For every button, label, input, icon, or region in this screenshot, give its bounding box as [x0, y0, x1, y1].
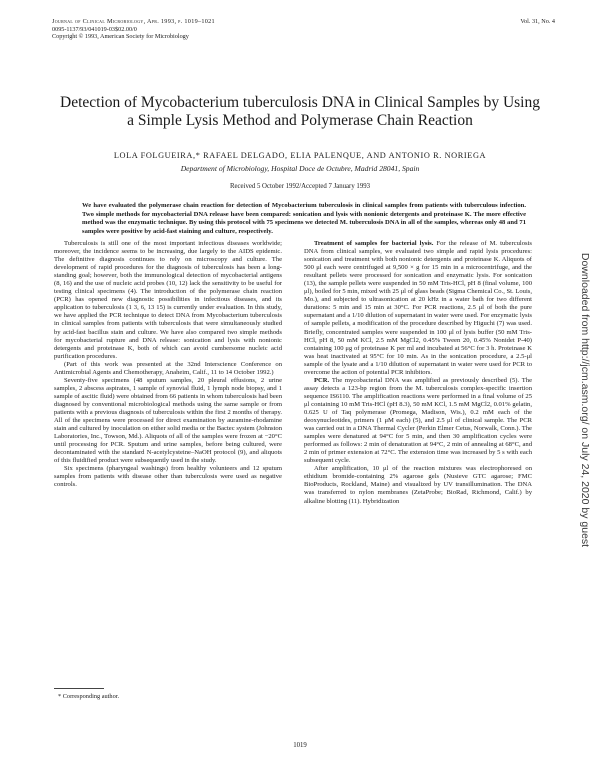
volume-header	[465, 18, 555, 26]
footnote-rule	[54, 688, 104, 689]
received-dates: Received 5 October 1992/Accepted 7 January 1993	[229, 183, 371, 190]
paragraph: (Part of this work was presented at the 32nd Interscience Conference on Antimicrobial Agents and Chemotherapy, Anaheim, Calif., 11 to 14 October 1992.)	[54, 360, 282, 376]
section-heading: Treatment of samples for bacterial lysis.	[314, 240, 434, 247]
section-heading: PCR.	[314, 376, 330, 384]
affiliation: Department of Microbiology, Hospital Doce de Octubre, Madrid 28041, Spain	[180, 164, 420, 173]
paragraph	[304, 240, 532, 377]
copyright-line: Copyright © 1993, American Society for Microbiology	[52, 33, 189, 40]
paragraph: Tuberculosis is still one of the most important infectious diseases worldwide; moreover, the incidence seems to be increasing, due largely to the AIDS epidemic. The definitive diagnosis continues to rely on microscopy and culture. The development of rapid procedures for the diagnosis of tuberculosis has been a long-standing goal; however, both the immunological detection of mycobacterial antigens (8, 16) and the use of nucleic acid probes (10, 12) lack the sensitivity to be useful for testing clinical specimens (4). The introduction of the polymerase chain reaction (PCR) has opened new diagnostic possibilities in infectious diseases, and its application to tuberculosis (1 3, 6, 13 15) is currently under evaluation. In this study, we have applied the PCR technique to detect DNA from Mycobacterium tuberculosis in clinical samples from patients with tuberculosis that were simultaneously studied by acid-fast bacillus stain and culture. We have also compared two simple methods for mycobacterial rupture and DNA release: sonication and lysis with nonionic detergents and proteinase K, both of which can avoid cumbersome nucleic acid purification procedures.	[54, 240, 282, 360]
running-header	[52, 18, 352, 41]
body-column-right	[304, 240, 532, 506]
watermark-text: Downloaded from http://jcm.asm.org/ on July 24, 2020 by guest	[579, 252, 591, 548]
body-column-left	[54, 240, 282, 489]
download-watermark	[572, 200, 598, 600]
abstract: We have evaluated the polymerase chain reaction for detection of Mycobacterium tuberculosis in clinical samples from patients with tuberculous infection. Two simple methods for mycobacterial DNA release have been compared: sonication and lysis with nonionic detergents and proteinase K. The more effective method was the enzymatic technique. By using this protocol with 75 specimens we detected M. tuberculosis DNA in all of the samples, whereas only 48 and 71 samples were positive by acid-fast staining and culture, respectively.	[82, 202, 526, 235]
volume-issue: Vol. 31, No. 4	[520, 18, 555, 25]
journal-citation: Journal of Clinical Microbiology, Apr. 1993, p. 1019–1021	[52, 18, 215, 25]
author-list: LOLA FOLGUEIRA,* RAFAEL DELGADO, ELIA PALENQUE, AND ANTONIO R. NORIEGA	[113, 151, 487, 160]
issn-line: 0095-1137/93/041019-03$02.00/0	[52, 25, 137, 33]
paragraph	[304, 465, 532, 505]
article-title: Detection of Mycobacterium tuberculosis DNA in Clinical Samples by Using a Simple Lysis Method and Polymerase Chain Reaction	[60, 94, 540, 129]
paragraph	[304, 377, 532, 466]
paragraph: Seventy-five specimens (48 sputum samples, 20 pleural effusions, 2 urine samples, 2 abscess aspirates, 1 sample of synovial fluid, 1 lymph node biopsy, and 1 sample of ascitic fluid) were obtained from 66 patients in whom tuberculosis had been diagnosed by conventional microbiological methods using the same sample or from patients with a previous diagnosis of tuberculosis within the first 2 months of therapy. All of the specimens were processed for direct examination by auramine-rhodamine stain and cultured by inoculation on either solid media or the Bactec system (Johnston Laboratories, Inc., Towson, Md.). Aliquots of all of the samples were frozen at −20°C until processing for PCR. Sputum and urine samples, before being cultured, were decontaminated with the standard N-acetylcysteine–NaOH protocol (9), and aliquots of this fluidified product were subsequently used in the study.	[54, 376, 282, 465]
paragraph-text: The mycobacterial DNA was amplified as previously described (5). The assay detects a 123-bp region from the M. tuberculosis complex-specific insertion sequence IS6110. The amplification reactions were performed in a final volume of 25 μl containing 10 mM Tris-HCl (pH 8.3), 50 mM KCl, 1.5 mM MgCl2, 0.01% gelatin, 0.625 U of Taq polymerase (Promega, Madison, Wis.), 0.2 mM each of the deoxynucleotides, primers (1 μM each) (5), and 2.5 μl of clinical sample. The PCR was carried out in a DNA Thermal Cycler (Perkin Elmer Cetus, Norwalk, Conn.). The samples were denatured at 94°C for 5 min, and then 30 amplification cycles were performed as follows: 2 min of denaturation at 94°C, 2 min of annealing at 68°C, and 2 min of primer extension at 72°C. The extension time was increased by 5 s with each subsequent cycle.	[304, 376, 533, 465]
footnote: * Corresponding author.	[58, 693, 120, 700]
paragraph: Six specimens (pharyngeal washings) from healthy volunteers and 12 sputum samples from patients with disease other than tuberculosis were used as negative controls.	[54, 465, 282, 489]
page-number: 1019	[293, 742, 307, 749]
paragraph-text: After amplification, 10 μl of the reaction mixtures was electrophoresed on ethidium bromide-containing 2% agarose gels (Nusieve GTC agarose; FMC BioProducts, Rockland, Maine) and visualized by UV transillumination. The DNA was transferred to nylon membranes (ZetaProbe; BioRad, Richmond, Calif.) by alkaline blotting (11). Hybridization	[304, 465, 532, 505]
paragraph-text: For the release of M. tuberculosis DNA from clinical samples, we evaluated two simple and rapid lysis procedures: sonication and treatment with both nonionic detergents and proteinase K. Aliquots of 500 μl each were centrifuged at 9,500 × g for 15 min in a microcentrifuge, and the resultant pellets were processed for sonication and enzymatic lysis. For sonication (13), the sample pellets were suspended in 50 mM Tris-HCl, pH 8 (final volume, 100 μl), boiled for 5 min, mixed with 25 μl of glass beads (Sigma Chemical Co., St. Louis, Mo.), and subjected to ultrasonication at 20 kHz in a water bath for two different durations: 5 min and 15 min at 30°C. For PCR reactions, 2.5 μl of both the pure supernatant and a 1/10 dilution of supernatant in water were used. For enzymatic lysis of sample pellets, a modification of the procedure described by Higuchi (7) was used. Briefly, concentrated samples were suspended in 100 μl of lysis buffer (50 mM Tris-HCl, pH 8, 50 mM KCl, 2.5 mM MgCl2, 0.45% Tween 20, 0.45% Nonidet P-40) containing 100 μg of proteinase K per ml and incubated at 56°C for 3 h. Proteinase K was heat inactivated at 95°C for 10 min. As in the sonication procedure, a 2.5-μl sample of the lysate and a 1/10 dilution of supernatant in water were used for PCR to overcome the action of potential PCR inhibitors.	[304, 240, 532, 376]
